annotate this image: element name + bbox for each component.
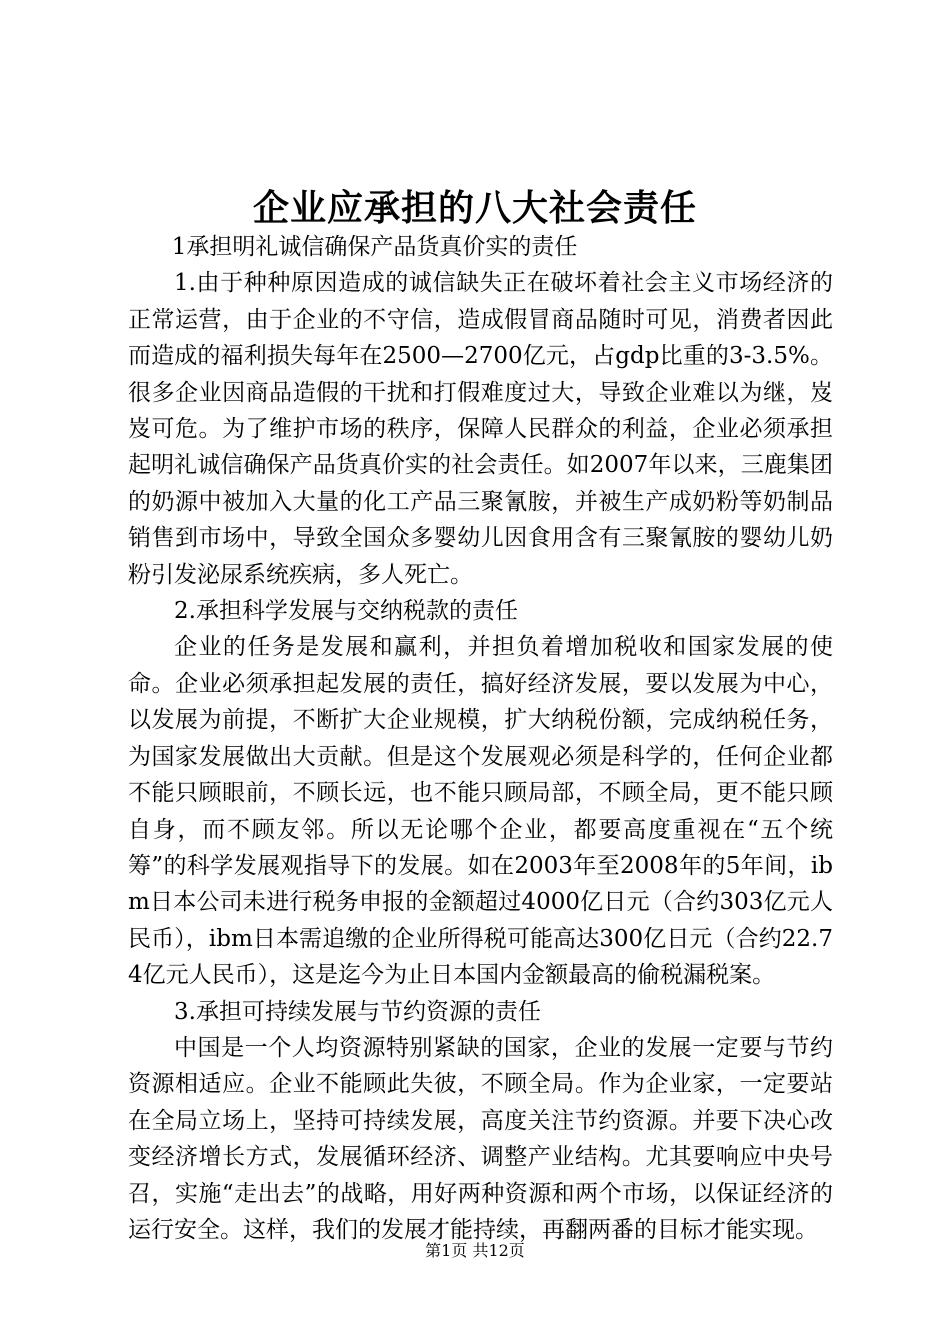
section-heading-3: 3.承担可持续发展与节约资源的责任	[174, 998, 541, 1025]
section-heading-1: 1承担明礼诚信确保产品货真价实的责任	[171, 234, 578, 260]
section-heading-2: 2.承担科学发展与交纳税款的责任	[174, 598, 518, 625]
paragraph-1: 1.由于种种原因造成的诚信缺失正在破坏着社会主义市场经济的正常运营，由于企业的不守信，造成假冒商品随时可见，消费者因此而造成的福利损失每年在2500—2700亿元，占gdp比重的3-3.5%。很多企业因商品造假的干扰和打假难度过大，导致企业难以为继，岌岌可危。为了维护市场的秩序，保障人民群众的利益，企业必须承担起明礼诚信确保产品货真价实的社会责任。如2007年以来，三鹿集团的奶源中被加入大量的化工产品三聚氰胺，并被生产成奶粉等奶制品销售到市场中，导致全国众多婴幼儿因食用含有三聚氰胺的婴幼儿奶粉引发泌尿系统疾病，多人死亡。	[128, 270, 833, 588]
document-body	[128, 229, 833, 1248]
page-footer: 第1页 共12页	[425, 1241, 525, 1260]
paragraph-2: 企业的任务是发展和赢利，并担负着增加税收和国家发展的使命。企业必须承担起发展的责任，搞好经济发展，要以发展为中心，以发展为前提，不断扩大企业规模，扩大纳税份额，完成纳税任务，为国家发展做出大贡献。但是这个发展观必须是科学的，任何企业都不能只顾眼前，不顾长远，也不能只顾局部，不顾全局，更不能只顾自身，而不顾友邻。所以无论哪个企业，都要高度重视在“五个统筹”的科学发展观指导下的发展。如在2003年至2008年的5年间，ibm日本公司未进行税务申报的金额超过4000亿日元（合约303亿元人民币），ibm日本需追缴的企业所得税可能高达300亿日元（合约22.74亿元人民币），这是迄今为止日本国内金额最高的偷税漏税案。	[128, 634, 833, 989]
document-title: 企业应承担的八大社会责任	[252, 187, 697, 229]
paragraph-3: 中国是一个人均资源特别紧缺的国家，企业的发展一定要与节约资源相适应。企业不能顾此失彼，不顾全局。作为企业家，一定要站在全局立场上，坚持可持续发展，高度关注节约资源。并要下决心改变经济增长方式，发展循环经济、调整产业结构。尤其要响应中央号召，实施“走出去”的战略，用好两种资源和两个市场，以保证经济的运行安全。这样，我们的发展才能持续，再翻两番的目标才能实现。	[128, 1034, 833, 1243]
